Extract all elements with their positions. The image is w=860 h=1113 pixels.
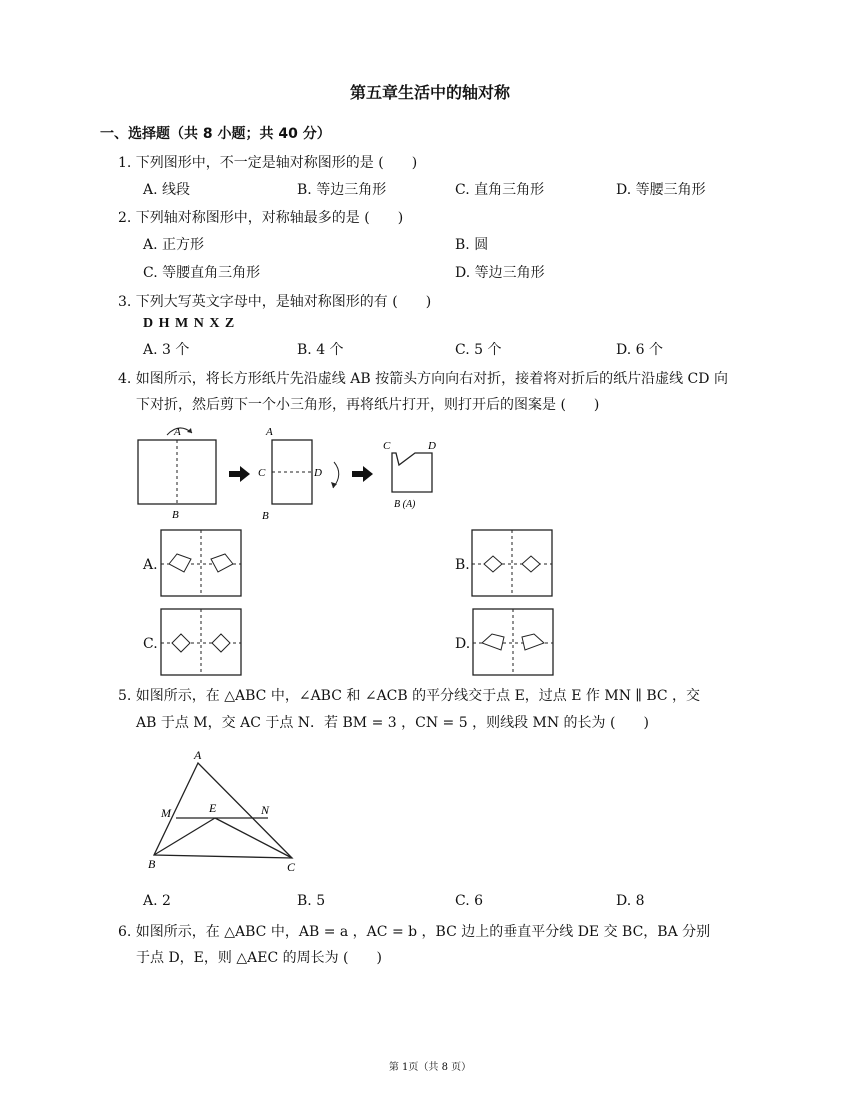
question-1-option-b: B. 等边三角形 (297, 182, 387, 198)
question-4-option-b-label: B. (455, 557, 470, 573)
question-5-option-b: B. 5 (297, 893, 326, 909)
question-4-option-d-figure (472, 608, 554, 676)
label-c: C (258, 467, 266, 479)
section-heading: 一、选择题（共 8 小题；共 40 分） (100, 126, 331, 142)
question-5-option-c: C. 6 (455, 893, 484, 909)
label-a2: A (266, 426, 273, 438)
question-1-option-c: C. 直角三角形 (455, 182, 545, 198)
label-b2: B (262, 510, 269, 522)
question-4-option-b-figure (471, 529, 553, 597)
question-5-line-2: AB 于点 M，交 AC 于点 N．若 BM = 3 ，CN = 5 ，则线段 MN 的长为 ( ) (136, 715, 649, 731)
bisector-ce (215, 818, 292, 858)
point-m-label: M (161, 806, 171, 820)
question-1-option-a: A. 线段 (143, 182, 191, 198)
question-4-option-a-figure (160, 529, 242, 597)
question-3-option-d: D. 6 个 (616, 342, 663, 358)
question-3-option-c: C. 5 个 (455, 342, 502, 358)
question-4-line-1: 4. 如图所示，将长方形纸片先沿虚线 AB 按箭头方向向右对折，接着将对折后的纸片沿虚线 CD 向 (118, 371, 728, 387)
question-3-letters: D H M N X Z (143, 316, 236, 331)
label-b-a: B (A) (394, 499, 416, 510)
question-5-option-a: A. 2 (143, 893, 171, 909)
question-4-line-2: 下对折，然后剪下一个小三角形，再将纸片打开，则打开后的图案是 ( ) (136, 397, 600, 413)
page-title: 第五章生活中的轴对称 (349, 83, 510, 102)
question-6-line-2: 于点 D，E，则 △AEC 的周长为 ( ) (136, 950, 382, 966)
page-footer: 第 1页（共 8 页） (388, 1062, 472, 1073)
question-2-option-d: D. 等边三角形 (455, 265, 545, 281)
question-3-option-a: A. 3 个 (143, 342, 190, 358)
label-d: D (314, 467, 322, 479)
vertex-b-label: B (148, 857, 156, 871)
question-2-option-a: A. 正方形 (143, 237, 205, 253)
label-a: A (174, 426, 181, 438)
question-3-option-b: B. 4 个 (297, 342, 344, 358)
step-arrow-icon (229, 466, 250, 482)
label-d2: D (428, 440, 436, 452)
point-n-label: N (261, 803, 270, 817)
vertex-a-label: A (194, 748, 202, 762)
point-e-label: E (209, 801, 217, 815)
question-4-option-d-label: D. (455, 636, 471, 652)
question-4-option-c-figure (160, 608, 242, 676)
question-4-option-a-label: A. (143, 557, 158, 573)
question-1-option-d: D. 等腰三角形 (616, 182, 706, 198)
cut-paper (392, 453, 432, 492)
question-2-option-b: B. 圆 (455, 237, 489, 253)
question-2-option-c: C. 等腰直角三角形 (143, 265, 261, 281)
question-4-option-c-label: C. (143, 636, 158, 652)
question-2-stem: 2. 下列轴对称图形中，对称轴最多的是 ( ) (118, 210, 404, 226)
question-1-stem: 1. 下列图形中，不一定是轴对称图形的是 ( ) (118, 155, 418, 171)
question-5-option-d: D. 8 (616, 893, 645, 909)
triangle-abc-figure (142, 745, 302, 875)
question-5-line-1: 5. 如图所示，在 △ABC 中，∠ABC 和 ∠ACB 的平分线交于点 E，过点 E 作 MN ∥ BC ，交 (118, 688, 701, 704)
vertex-c-label: C (287, 860, 296, 874)
triangle-abc (154, 763, 292, 858)
step-arrow-icon (352, 466, 373, 482)
label-c2: C (383, 440, 391, 452)
folding-process-figure (130, 418, 460, 523)
question-6-line-1: 6. 如图所示，在 △ABC 中，AB = a ，AC = b ，BC 边上的垂直平分线 DE 交 BC，BA 分别 (118, 924, 711, 940)
question-3-stem: 3. 下列大写英文字母中，是轴对称图形的有 ( ) (118, 294, 432, 310)
label-b: B (172, 509, 179, 521)
